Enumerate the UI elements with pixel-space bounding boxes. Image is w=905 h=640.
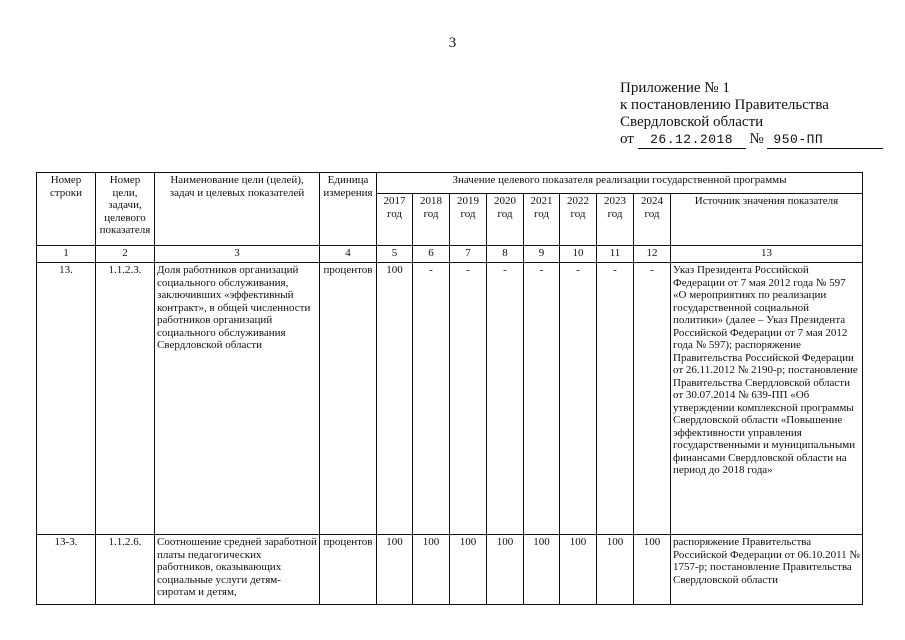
column-number: 7 <box>450 246 487 263</box>
page-number: 3 <box>448 35 457 51</box>
cell-goal-number: 1.1.2.6. <box>96 535 155 605</box>
header-year: 2020 год <box>487 194 524 246</box>
cell-value: - <box>413 263 450 535</box>
table-row <box>37 535 863 605</box>
appendix-line: Приложение № 1 <box>620 80 730 96</box>
cell-value: 100 <box>413 535 450 605</box>
header-year: 2024 год <box>634 194 671 246</box>
cell-value: - <box>560 263 597 535</box>
cell-value: 100 <box>450 535 487 605</box>
cell-name: Соотношение средней заработной платы педагогических работников, оказывающих социальные услуги детям-сиротам и детям, <box>155 535 320 605</box>
column-numbers-row <box>37 246 863 263</box>
column-number: 13 <box>671 246 863 263</box>
cell-row-number: 13. <box>37 263 96 535</box>
column-number: 10 <box>560 246 597 263</box>
number-prefix: № <box>749 131 764 147</box>
column-number: 4 <box>320 246 377 263</box>
header-year: 2017 год <box>377 194 413 246</box>
cell-value: - <box>524 263 560 535</box>
header-year: 2023 год <box>597 194 634 246</box>
header-year: 2021 год <box>524 194 560 246</box>
date-prefix: от <box>620 131 634 147</box>
table-row <box>37 263 863 535</box>
cell-unit: процентов <box>320 535 377 605</box>
header-name: Наименование цели (целей), задач и целевых показателей <box>155 173 320 246</box>
header-year: 2018 год <box>413 194 450 246</box>
appendix-block <box>620 80 883 149</box>
cell-value: 100 <box>377 263 413 535</box>
header-values-group: Значение целевого показателя реализации государственной программы <box>377 173 863 194</box>
resolution-date: 26.12.2018 <box>638 131 746 149</box>
cell-value: - <box>597 263 634 535</box>
cell-value: 100 <box>634 535 671 605</box>
appendix-line: к постановлению Правительства <box>620 97 829 113</box>
header-row-number: Номер строки <box>37 173 96 246</box>
cell-value: 100 <box>377 535 413 605</box>
cell-value: - <box>450 263 487 535</box>
cell-value: 100 <box>524 535 560 605</box>
header-unit: Единица измерения <box>320 173 377 246</box>
indicators-table <box>36 172 863 605</box>
cell-unit: процентов <box>320 263 377 535</box>
cell-row-number: 13-3. <box>37 535 96 605</box>
cell-value: - <box>634 263 671 535</box>
cell-value: 100 <box>487 535 524 605</box>
column-number: 11 <box>597 246 634 263</box>
column-number: 9 <box>524 246 560 263</box>
resolution-number: 950-ПП <box>767 131 883 149</box>
cell-value: - <box>487 263 524 535</box>
header-goal-number: Номер цели, задачи, целевого показателя <box>96 173 155 246</box>
column-number: 2 <box>96 246 155 263</box>
cell-source: распоряжение Правительства Российской Федерации от 06.10.2011 № 1757-р; постановление Правительства Свердловской области <box>671 535 863 605</box>
column-number: 3 <box>155 246 320 263</box>
header-year: 2019 год <box>450 194 487 246</box>
appendix-line: Свердловской области <box>620 114 764 130</box>
column-number: 5 <box>377 246 413 263</box>
column-number: 6 <box>413 246 450 263</box>
column-number: 1 <box>37 246 96 263</box>
cell-value: 100 <box>597 535 634 605</box>
header-source: Источник значения показателя <box>671 194 863 246</box>
cell-source: Указ Президента Российской Федерации от 7 мая 2012 года № 597 «О мероприятиях по реализации государственной социальной политики» (далее – Указ Президента Российской Федерации от 7 мая 2012 года № 597); распоряжение Правительства Российской Федерации от 26.11.2012 № 2190-р; постановление Правительства Свердловской области от 30.07.2014 № 639-ПП «Об утверждении комплексной программы Свердловской области «Повышение эффективности управления государственными и муниципальными финансами Свердловской области на период до 2018 года» <box>671 263 863 535</box>
column-number: 8 <box>487 246 524 263</box>
column-number: 12 <box>634 246 671 263</box>
header-row <box>37 173 863 194</box>
cell-name: Доля работников организаций социального обслуживания, заключивших «эффективный контракт», в общей численности работников организаций социального обслуживания Свердловской области <box>155 263 320 535</box>
header-year: 2022 год <box>560 194 597 246</box>
cell-goal-number: 1.1.2.3. <box>96 263 155 535</box>
resolution-signature <box>620 131 883 149</box>
cell-value: 100 <box>560 535 597 605</box>
